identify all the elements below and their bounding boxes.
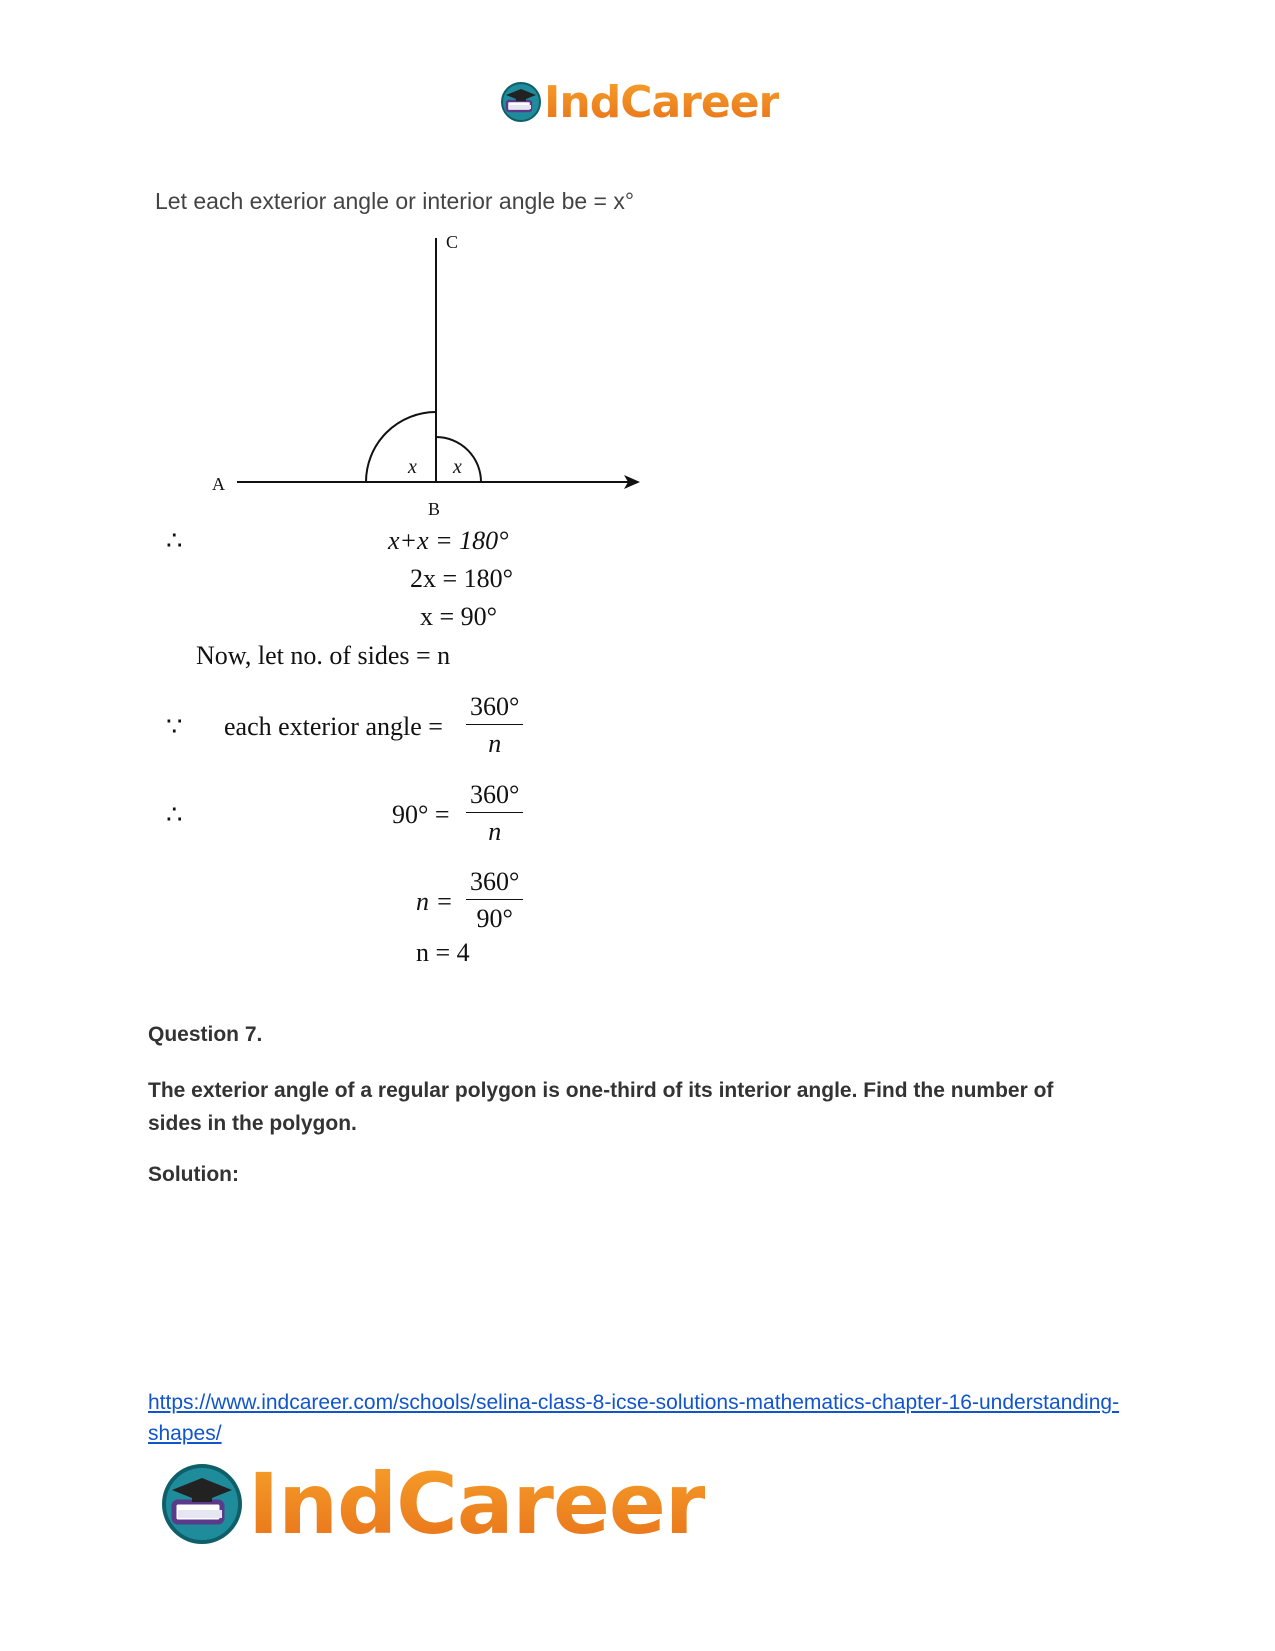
intro-text: Let each exterior angle or interior angle be = x° (155, 188, 635, 214)
now-statement: Now, let no. of sides = n (196, 641, 451, 670)
angle-label-right: x (453, 456, 462, 478)
exterior-angle-label: each exterior angle = (224, 712, 443, 741)
ninety-equation-fraction (466, 780, 523, 847)
graduation-book-icon (160, 1462, 244, 1546)
header-logo (500, 76, 779, 128)
label-a: A (212, 474, 225, 494)
arc-left (366, 412, 436, 482)
logo-wordmark: IndCareer (248, 1455, 706, 1553)
angle-figure (200, 230, 660, 520)
fraction-denominator: n (488, 729, 502, 758)
equation-2: 2x = 180° (410, 564, 514, 593)
solution-label: Solution: (148, 1163, 239, 1186)
therefore-symbol-2: ∴ (166, 800, 183, 829)
fraction-numerator: 360° (466, 692, 523, 725)
logo-wordmark: IndCareer (544, 76, 780, 128)
n-equation-label: n = (416, 887, 454, 916)
graduation-book-icon (500, 81, 542, 123)
angle-label-left: x (408, 456, 417, 478)
n-result: n = 4 (416, 938, 470, 967)
equation-3: x = 90° (420, 602, 498, 631)
fraction-numerator: 360° (466, 780, 523, 813)
fraction-denominator: n (488, 817, 502, 846)
source-url-link[interactable]: https://www.indcareer.com/schools/selina-class-8-icse-solutions-mathematics-chapter-16-understanding-shapes/ (148, 1391, 1120, 1445)
ninety-equation-label: 90° = (392, 800, 450, 829)
because-symbol: ∵ (166, 712, 183, 741)
fraction-denominator: 90° (476, 904, 513, 933)
equation-1: x+x = 180° (388, 526, 509, 555)
label-b: B (428, 499, 441, 519)
question-title: Question 7. (148, 1023, 263, 1046)
question-text: The exterior angle of a regular polygon is one-third of its interior angle. Find the number of sides in the polygon. (148, 1079, 1054, 1135)
footer-logo (160, 1455, 706, 1553)
fraction-numerator: 360° (466, 867, 523, 900)
n-equation-fraction (466, 867, 523, 934)
label-c: C (446, 232, 459, 252)
exterior-angle-fraction (466, 692, 523, 759)
therefore-symbol-1: ∴ (166, 526, 183, 555)
